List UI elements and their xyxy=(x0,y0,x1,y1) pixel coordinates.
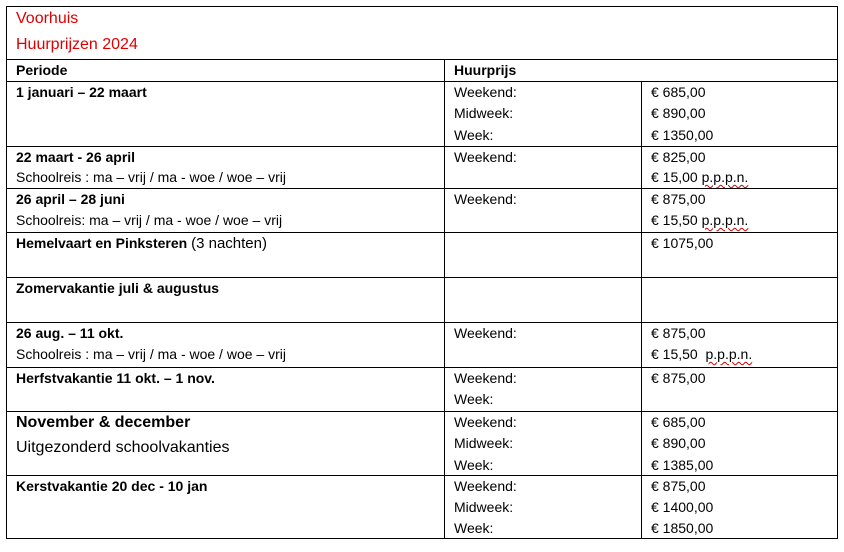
row-label: Week: xyxy=(454,127,494,143)
row-price: € 1850,00 xyxy=(651,520,714,536)
row-price: € 890,00 xyxy=(651,105,706,121)
row-period: 22 maart - 26 april xyxy=(16,149,136,165)
row-period: 26 aug. – 11 okt. xyxy=(16,325,124,341)
row-period: Kerstvakantie 20 dec - 10 jan xyxy=(16,478,208,494)
row-price: € 890,00 xyxy=(651,435,706,451)
price-table xyxy=(6,6,838,539)
row-label: Weekend: xyxy=(454,478,517,494)
row-label: Weekend: xyxy=(454,370,517,386)
row-period-note: Schoolreis : ma – vrij / ma - woe / woe – vrij xyxy=(16,169,286,185)
header-huurprijs: Huurprijs xyxy=(454,62,517,78)
row-price: € 875,00 xyxy=(651,325,706,341)
row-price: € 875,00 xyxy=(651,191,706,207)
row-label: Week: xyxy=(454,520,494,536)
row-price: € 875,00 xyxy=(651,478,706,494)
divider xyxy=(7,59,837,60)
row-price: € 825,00 xyxy=(651,149,706,165)
row-period: 26 april – 28 juni xyxy=(16,191,125,207)
row-label: Weekend: xyxy=(454,149,517,165)
header-periode: Periode xyxy=(16,62,68,78)
column-divider xyxy=(641,81,642,539)
row-period: 1 januari – 22 maart xyxy=(16,84,147,100)
row-label: Midweek: xyxy=(454,435,514,451)
row-price: € 1075,00 xyxy=(651,235,714,251)
row-label: Midweek: xyxy=(454,499,514,515)
row-period: Hemelvaart en Pinksteren (3 nachten) xyxy=(16,235,267,252)
divider xyxy=(7,322,837,323)
row-label: Week: xyxy=(454,457,494,473)
row-price: € 15,00 p.p.p.n. xyxy=(651,169,749,185)
row-label: Weekend: xyxy=(454,191,517,207)
row-price: € 685,00 xyxy=(651,84,706,100)
divider xyxy=(7,188,837,189)
row-period: Herfstvakantie 11 okt. – 1 nov. xyxy=(16,370,215,386)
document-subtitle: Huurprijzen 2024 xyxy=(16,36,138,53)
row-label: Midweek: xyxy=(454,105,514,121)
row-price: € 1385,00 xyxy=(651,457,714,473)
row-price: € 15,50 p.p.p.n. xyxy=(651,212,749,228)
row-period-note: Schoolreis : ma – vrij / ma - woe / woe – vrij xyxy=(16,346,286,362)
row-price: € 875,00 xyxy=(651,370,706,386)
row-price: € 1350,00 xyxy=(651,127,714,143)
row-label: Weekend: xyxy=(454,325,517,341)
row-label: Week: xyxy=(454,391,494,407)
row-price: € 15,50 p.p.p.n. xyxy=(651,346,753,362)
row-period-note: Schoolreis: ma – vrij / ma - woe / woe – vrij xyxy=(16,212,283,228)
row-price: € 685,00 xyxy=(651,414,706,430)
row-label: Weekend: xyxy=(454,414,517,430)
document-title: Voorhuis xyxy=(16,10,79,27)
row-label: Weekend: xyxy=(454,84,517,100)
row-period-note: Uitgezonderd schoolvakanties xyxy=(16,439,230,456)
row-period: Zomervakantie juli & augustus xyxy=(16,280,220,296)
row-period: November & december xyxy=(16,414,191,431)
row-price: € 1400,00 xyxy=(651,499,714,515)
column-divider xyxy=(444,59,445,539)
